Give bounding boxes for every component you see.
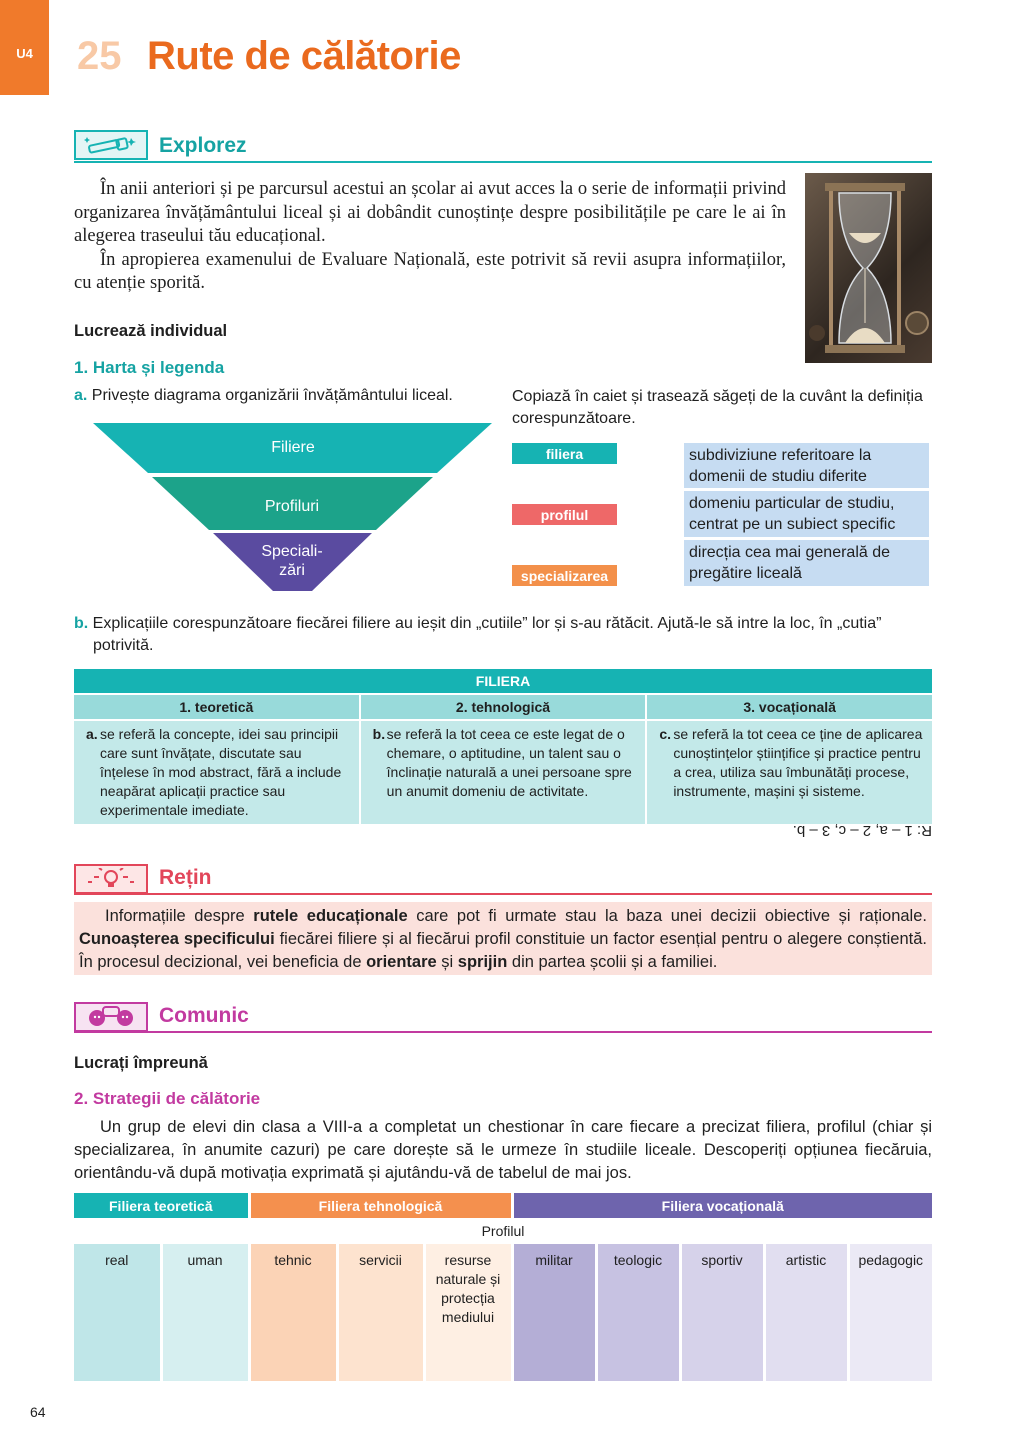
page-number: 64: [30, 1404, 46, 1420]
retin-emphasis: sprijin: [457, 953, 508, 971]
cell-letter: a.: [86, 726, 98, 742]
retin-emphasis: orientare: [366, 953, 437, 971]
retin-emphasis: Cunoașterea specificului: [79, 930, 275, 948]
term-specializarea[interactable]: specializarea: [512, 565, 617, 586]
pyramid-label-profiluri: Profiluri: [264, 498, 320, 515]
column-header: 1. teoretică: [73, 694, 360, 720]
section-title-comunic: Comunic: [159, 1004, 249, 1027]
exercise-1a: [74, 387, 453, 405]
unit-label: U4: [16, 46, 33, 61]
pyramid-label-filiere: Filiere: [271, 439, 315, 456]
options-table: [74, 1193, 932, 1381]
filiera-table-header: FILIERA: [73, 668, 933, 694]
cell-text: se referă la concepte, idei sau principii care sunt învățate, discutate sau înțelese în mod abstract, fără a include neapărat aplicații practice sau experimentale imediate.: [100, 726, 342, 818]
upside-down-answer: R: 1 – a, 2 – c, 3 – b.: [792, 822, 932, 839]
lightbulb-icon: [74, 864, 148, 894]
column-header: 2. tehnologică: [360, 694, 647, 720]
retin-text: [79, 905, 927, 974]
cell-letter: b.: [372, 726, 386, 742]
work-mode-group: Lucrați împreună: [74, 1054, 208, 1072]
definition-box[interactable]: direcția cea mai generală de pregătire liceală: [684, 540, 929, 586]
exercise-1-title: 1. Harta și legenda: [74, 358, 225, 377]
profile-cell: resurse naturale și protecția mediului: [424, 1244, 512, 1381]
paragraph: În anii anteriori și pe parcursul acestui an școlar ai avut acces la o serie de informații privind organizarea învățământului liceal și ai dobândit cunoștințe despre posibilitățile pe care le ai în alegerea traseului tău educațional.: [74, 179, 786, 246]
profile-cell: real: [74, 1244, 161, 1381]
retin-emphasis: rutele educaționale: [253, 907, 408, 925]
profile-cell: uman: [161, 1244, 249, 1381]
cell-text: se referă la tot ceea ce ține de aplicarea cunoștințelor științifice și practice pentru a crea, utiliza sau îmbunătăți procese, instrumente, mașini și sisteme.: [673, 726, 923, 799]
explorez-text: [74, 178, 786, 296]
item-letter: a.: [74, 387, 88, 404]
explanation-cell: [360, 720, 647, 825]
filiera-vocationala-header: Filiera vocațională: [512, 1193, 932, 1218]
exercise-1b: [74, 613, 932, 657]
hourglass-photo: [805, 173, 932, 363]
section-rule: [74, 1031, 932, 1033]
cell-text: se referă la tot ceea ce este legat de o chemare, o aptitudine, un talent sau o înclinație naturală a unei persoane spre un anumit domeniu de activitate.: [386, 726, 632, 799]
matching-instruction: Copiază în caiet și trasează săgeți de la cuvânt la definiția corespunzătoare.: [512, 388, 923, 427]
profile-cell: teologic: [596, 1244, 680, 1381]
section-title-retin: Rețin: [159, 866, 212, 889]
profile-cell: tehnic: [249, 1244, 337, 1381]
retin-run: fiecărei filiere și al fiecărui profil constituie un factor esențial pentru o alegere conștientă. În procesul decizional, vei beneficia de: [79, 930, 927, 971]
item-letter: b.: [74, 615, 89, 632]
profile-cell: sportiv: [680, 1244, 764, 1381]
explanation-cell: [646, 720, 933, 825]
speech-bubbles-icon: [74, 1002, 148, 1032]
term-profilul[interactable]: profilul: [512, 504, 617, 525]
exercise-2-title: 2. Strategii de călătorie: [74, 1089, 261, 1108]
definition-box[interactable]: subdiviziune referitoare la domenii de studiu diferite: [684, 443, 929, 488]
profile-cell: servicii: [337, 1244, 424, 1381]
pyramid-label-specializari: Speciali- zări: [261, 543, 323, 579]
section-title-explorez: Explorez: [159, 134, 247, 157]
profile-cell: militar: [512, 1244, 596, 1381]
exercise-2-text: Un grup de elevi din clasa a VIII-a a completat un chestionar în care fiecare a precizat filiera, profilul (chiar și specializarea, în anumite cazuri) pe care dorește să le urmeze în studiile liceale. Descoperiți opțiunea fiecăruia, orientându-vă după motivația exprimată și ajutându-vă de tabelul de mai jos.: [74, 1118, 932, 1182]
filiera-teoretica-header: Filiera teoretică: [74, 1193, 249, 1218]
term-filiera[interactable]: filiera: [512, 443, 617, 464]
exercise-1a-text: Privește diagrama organizării învățământului liceal.: [91, 387, 453, 404]
profile-cell: artistic: [764, 1244, 848, 1381]
exercise-1b-text: Explicațiile corespunzătoare fiecărei filiere au ieșit din „cutiile” lor și s-au rătăcit. Ajută-le să intre la loc, în „cutia” potrivită.: [92, 615, 882, 654]
lesson-title: Rute de călătorie: [147, 34, 461, 78]
retin-run: care pot fi urmate stau la baza unei decizii obiective și raționale.: [407, 907, 927, 925]
unit-tab: [0, 0, 49, 95]
profile-label: Profilul: [481, 1223, 525, 1239]
retin-run: din partea școlii și a familiei.: [507, 953, 718, 971]
explanation-cell: [73, 720, 360, 825]
section-rule: [74, 893, 932, 895]
lesson-number: 25: [77, 34, 122, 78]
filiera-tehnologica-header: Filiera tehnologică: [249, 1193, 512, 1218]
paragraph: În apropierea examenului de Evaluare Națională, este potrivit să revii asupra informațiilor, cu atenție sporită.: [74, 249, 786, 293]
telescope-icon: [74, 130, 148, 160]
retin-box: [74, 902, 932, 975]
work-mode-individual: Lucrează individual: [74, 322, 228, 340]
retin-run: Informațiile despre: [105, 907, 254, 925]
profile-cell: pedagogic: [848, 1244, 932, 1381]
filiera-table: [72, 667, 934, 826]
cell-letter: c.: [659, 726, 671, 742]
section-rule: [74, 161, 932, 163]
retin-run: și: [436, 953, 458, 971]
definition-box[interactable]: domeniu particular de studiu, centrat pe un subiect specific: [684, 491, 929, 537]
column-header: 3. vocațională: [646, 694, 933, 720]
